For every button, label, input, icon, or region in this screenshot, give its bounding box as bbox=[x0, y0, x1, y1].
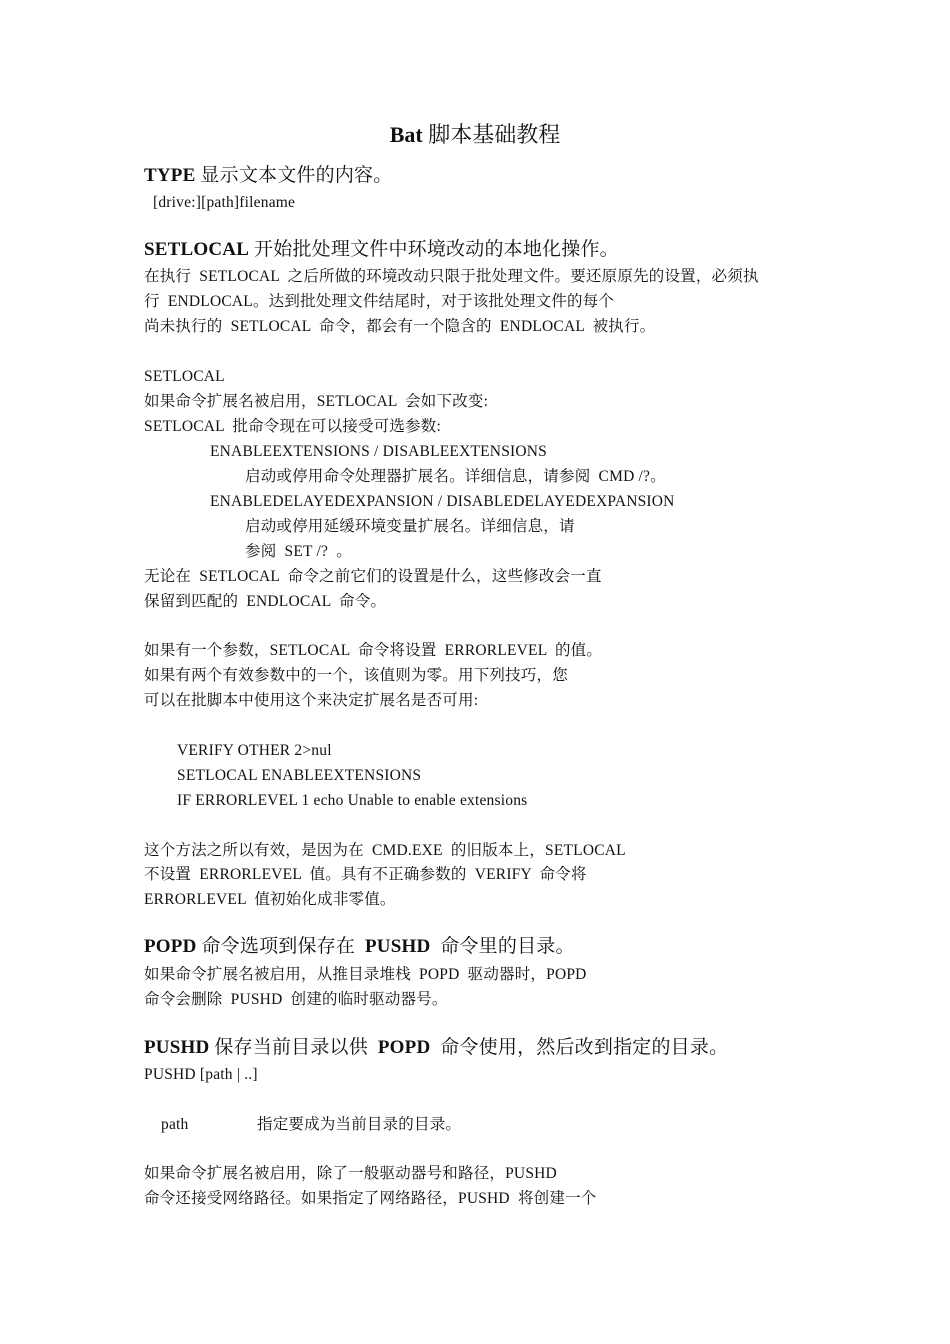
pushd-heading bbox=[144, 1036, 728, 1060]
setlocal-line: 如果有一个参数，SETLOCAL 命令将设置 ERRORLEVEL 的值。 bbox=[144, 642, 603, 659]
pushd-param-desc: 指定要成为当前目录的目录。 bbox=[257, 1116, 462, 1133]
title-bold: Bat bbox=[389, 122, 423, 147]
setlocal-line: 在执行 SETLOCAL 之后所做的环境改动只限于批处理文件。要还原原先的设置，必须执 bbox=[144, 268, 759, 285]
popd-heading bbox=[144, 935, 575, 959]
setlocal-option-desc: 启动或停用延缓环境变量扩展名。详细信息，请 bbox=[245, 518, 575, 535]
popd-cmd: POPD bbox=[144, 936, 197, 957]
setlocal-line: SETLOCAL 批命令现在可以接受可选参数: bbox=[144, 418, 442, 435]
pushd-desc-cmd: POPD bbox=[377, 1037, 431, 1058]
popd-desc-a: 命令选项到保存在 bbox=[196, 936, 365, 957]
popd-desc-cmd: PUSHD bbox=[364, 936, 431, 957]
pushd-cmd: PUSHD bbox=[144, 1037, 210, 1058]
setlocal-line: 这个方法之所以有效，是因为在 CMD.EXE 的旧版本上，SETLOCAL bbox=[144, 842, 626, 859]
setlocal-line: 无论在 SETLOCAL 命令之前它们的设置是什么，这些修改会一直 bbox=[144, 568, 602, 585]
code-line: IF ERRORLEVEL 1 echo Unable to enable extensions bbox=[177, 792, 528, 809]
popd-desc-b: 命令里的目录。 bbox=[430, 936, 575, 957]
setlocal-line: 如果有两个有效参数中的一个，该值则为零。用下列技巧，您 bbox=[144, 667, 568, 684]
setlocal-line: SETLOCAL bbox=[144, 368, 225, 385]
code-line: VERIFY OTHER 2>nul bbox=[177, 742, 332, 759]
setlocal-heading bbox=[144, 238, 619, 262]
setlocal-cmd: SETLOCAL bbox=[144, 239, 250, 260]
pushd-line: 如果命令扩展名被启用，除了一般驱动器号和路径，PUSHD bbox=[144, 1165, 557, 1182]
setlocal-line: 保留到匹配的 ENDLOCAL 命令。 bbox=[144, 593, 387, 610]
document-title bbox=[0, 121, 950, 149]
type-desc: 显示文本文件的内容。 bbox=[195, 165, 393, 186]
setlocal-line: 如果命令扩展名被启用，SETLOCAL 会如下改变: bbox=[144, 393, 489, 410]
setlocal-option-desc: 参阅 SET /? 。 bbox=[245, 543, 352, 560]
setlocal-line: 可以在批脚本中使用这个来决定扩展名是否可用: bbox=[144, 692, 479, 709]
setlocal-option: ENABLEDELAYEDEXPANSION / DISABLEDELAYEDEXPANSION bbox=[210, 493, 675, 510]
popd-line: 如果命令扩展名被启用，从推目录堆栈 POPD 驱动器时，POPD bbox=[144, 966, 587, 983]
pushd-desc-b: 命令使用，然后改到指定的目录。 bbox=[430, 1037, 729, 1058]
setlocal-option-desc: 启动或停用命令处理器扩展名。详细信息，请参阅 CMD /?。 bbox=[245, 468, 666, 485]
pushd-param-name: path bbox=[161, 1116, 189, 1133]
title-rest: 脚本基础教程 bbox=[422, 122, 561, 147]
type-cmd: TYPE bbox=[144, 165, 196, 186]
setlocal-line: ERRORLEVEL 值初始化成非零值。 bbox=[144, 891, 396, 908]
setlocal-line: 尚未执行的 SETLOCAL 命令，都会有一个隐含的 ENDLOCAL 被执行。 bbox=[144, 318, 656, 335]
type-heading bbox=[144, 164, 392, 188]
pushd-line: 命令还接受网络路径。如果指定了网络路径，PUSHD 将创建一个 bbox=[144, 1190, 597, 1207]
setlocal-line: 行 ENDLOCAL。达到批处理文件结尾时，对于该批处理文件的每个 bbox=[144, 293, 615, 310]
type-syntax: [drive:][path]filename bbox=[153, 194, 296, 211]
pushd-desc-a: 保存当前目录以供 bbox=[209, 1037, 378, 1058]
setlocal-line: 不设置 ERRORLEVEL 值。具有不正确参数的 VERIFY 命令将 bbox=[144, 866, 587, 883]
setlocal-option: ENABLEEXTENSIONS / DISABLEEXTENSIONS bbox=[210, 443, 547, 460]
setlocal-desc: 开始批处理文件中环境改动的本地化操作。 bbox=[249, 239, 619, 260]
pushd-syntax: PUSHD [path | ..] bbox=[144, 1066, 258, 1083]
code-line: SETLOCAL ENABLEEXTENSIONS bbox=[177, 767, 422, 784]
popd-line: 命令会删除 PUSHD 创建的临时驱动器号。 bbox=[144, 991, 448, 1008]
